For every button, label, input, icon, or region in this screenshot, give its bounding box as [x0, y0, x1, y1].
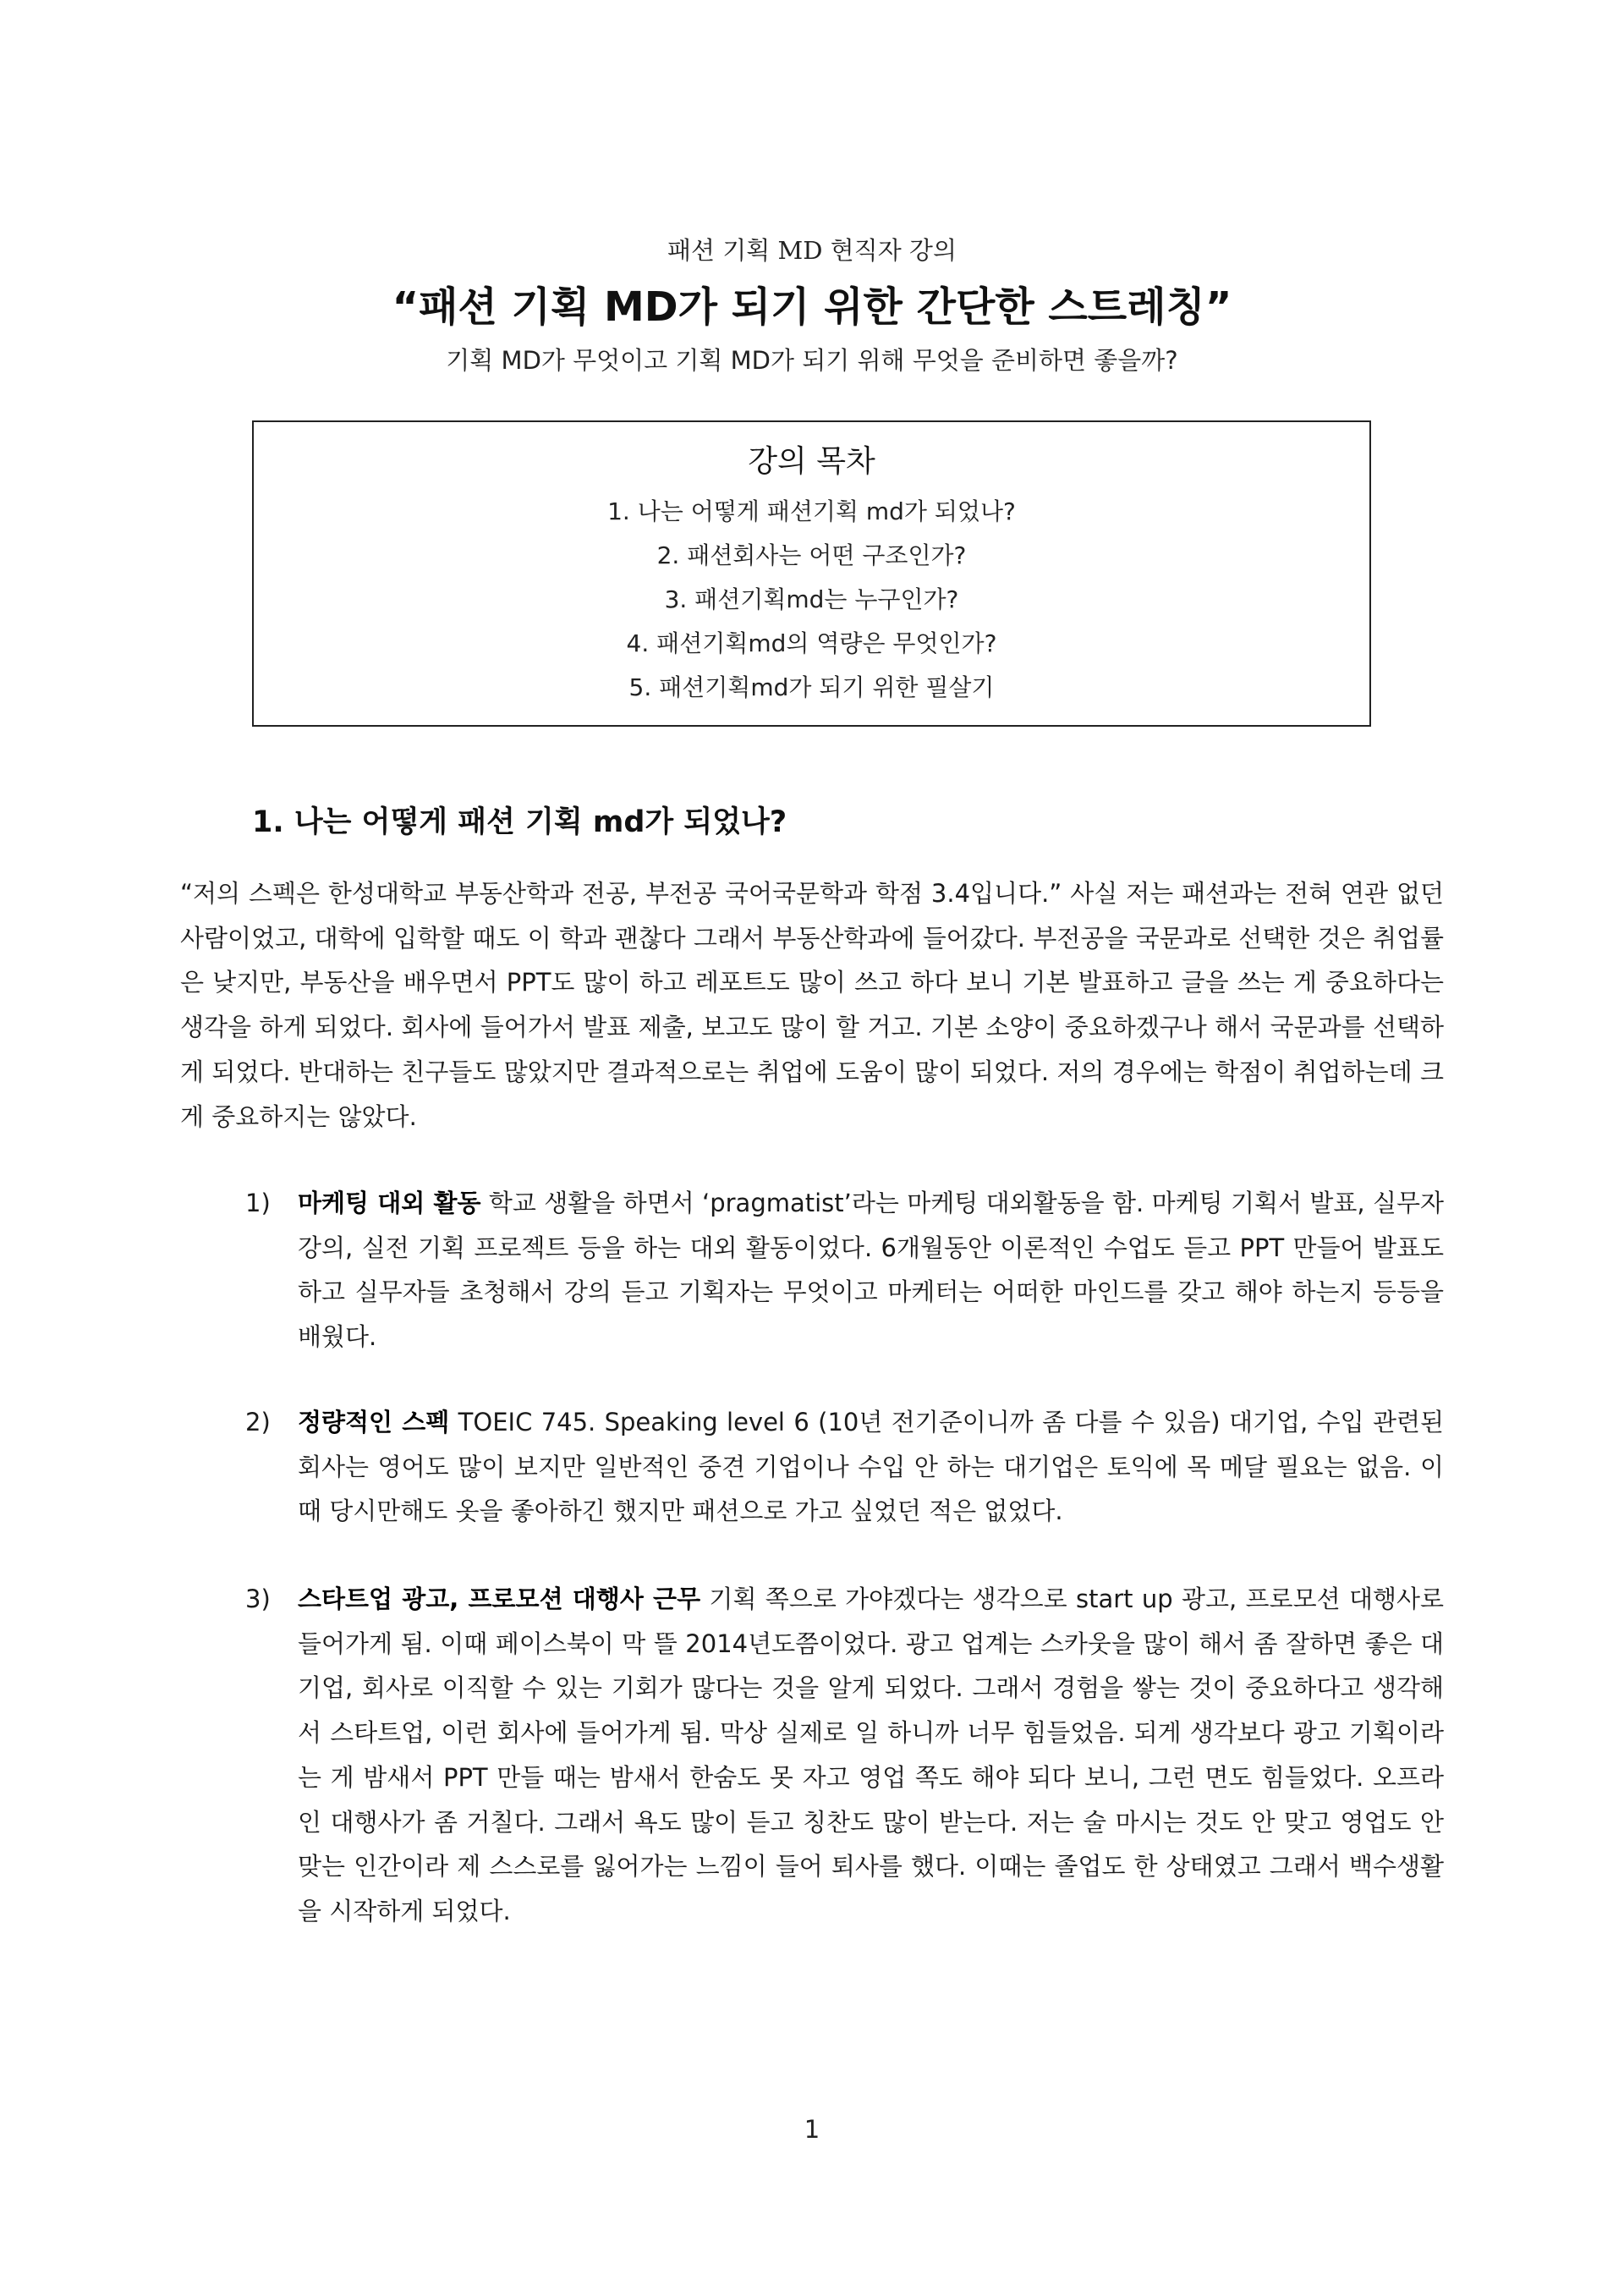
item-text: 기획 쪽으로 가야겠다는 생각으로 start up 광고, 프로모션 대행사로 들어가게 됨. 이때 페이스북이 막 뜰 2014년도쯤이었다. 광고 업계는 스카웃을 많이 해서 좀 잘하면 좋은 대기업, 회사로 이직할 수 있는 기회가 많다는 것을 알게 되었다. 그래서 경험을 쌓는 것이 중요하다고 생각해서 스타트업, 이런 회사에 들어가게 됨. 막상 실제로 일 하니까 너무 힘들었음. 되게 생각보다 광고 기획이라는 게 밤새서 PPT 만들 때는 밤새서 한숨도 못 자고 영업 쪽도 해야 되다 보니, 그런 면도 힘들었다. 오프라인 대행사가 좀 거칠다. 그래서 욕도 많이 듣고 칭찬도 많이 받는다. 저는 술 마시는 것도 안 맞고 영업도 안 맞는 인간이라 제 스스로를 잃어가는 느낌이 들어 퇴사를 했다. 이때는 졸업도 한 상태였고 그래서 백수생활을 시작하게 되었다.: [298, 1585, 1444, 1925]
toc-item: 4. 패션기획md의 역량은 무엇인가?: [626, 629, 997, 657]
item-number: 1): [245, 1189, 271, 1217]
item-title: 마케팅 대외 활동: [298, 1189, 481, 1217]
item-body: [298, 1181, 1444, 1359]
toc-item: 1. 나는 어떻게 패션기획 md가 되었나?: [607, 497, 1016, 525]
numbered-item: [245, 1181, 1444, 1359]
page-subtitle: 기획 MD가 무엇이고 기획 MD가 되기 위해 무엇을 준비하면 좋을까?: [446, 346, 1178, 375]
toc-list: [254, 490, 1369, 710]
numbered-item: [245, 1577, 1444, 1934]
item-number: 3): [245, 1585, 271, 1613]
toc-item: 3. 패션기획md는 누구인가?: [664, 585, 959, 613]
item-body: [298, 1577, 1444, 1934]
table-of-contents: [252, 420, 1371, 727]
intro-paragraph: “저의 스펙은 한성대학교 부동산학과 전공, 부전공 국어국문학과 학점 3.4입니다.” 사실 저는 패션과는 전혀 연관 없던 사람이었고, 대학에 입학할 때도 이 학과 괜찮다 그래서 부동산학과에 들어갔다. 부전공을 국문과로 선택한 것은 취업률은 낮지만, 부동산을 배우면서 PPT도 많이 하고 레포트도 많이 쓰고 하다 보니 기본 발표하고 글을 쓰는 게 중요하다는 생각을 하게 되었다. 회사에 들어가서 발표 제출, 보고도 많이 할 거고. 기본 소양이 중요하겠구나 해서 국문과를 선택하게 되었다. 반대하는 친구들도 많았지만 결과적으로는 취업에 도움이 많이 되었다. 저의 경우에는 학점이 취업하는데 크게 중요하지는 않았다.: [180, 879, 1444, 1131]
item-number: 2): [245, 1408, 271, 1436]
item-text: TOEIC 745. Speaking level 6 (10년 전기준이니까 좀 다를 수 있음) 대기업, 수입 관련된 회사는 영어도 많이 보지만 일반적인 중견 기업이나 수입 안 하는 대기업은 토익에 목 메달 필요는 없음. 이 때 당시만해도 옷을 좋아하긴 했지만 패션으로 가고 싶었던 적은 없었다.: [298, 1408, 1444, 1526]
item-text: 학교 생활을 하면서 ‘pragmatist’라는 마케팅 대외활동을 함. 마케팅 기획서 발표, 실무자 강의, 실전 기획 프로젝트 등을 하는 대외 활동이었다. 6개월동안 이론적인 수업도 듣고 PPT 만들어 발표도 하고 실무자들 초청해서 강의 듣고 기획자는 무엇이고 마케터는 어떠한 마인드를 갖고 해야 하는지 등등을 배웠다.: [298, 1189, 1444, 1352]
item-body: [298, 1400, 1444, 1534]
numbered-item: [245, 1400, 1444, 1534]
item-title: 정량적인 스펙: [298, 1408, 450, 1436]
toc-item: 2. 패션회사는 어떤 구조인가?: [656, 541, 967, 569]
toc-title: 강의 목차: [748, 444, 875, 479]
page-title: “패션 기획 MD가 되기 위한 간단한 스트레칭”: [392, 283, 1232, 331]
page-number: 1: [804, 2115, 820, 2144]
item-title: 스타트업 광고, 프로모션 대행사 근무: [298, 1585, 701, 1613]
lecture-label: 패션 기획 MD 현직자 강의: [667, 236, 957, 265]
toc-item: 5. 패션기획md가 되기 위한 필살기: [628, 673, 995, 701]
section-heading: 1. 나는 어떻게 패션 기획 md가 되었나?: [252, 805, 787, 839]
